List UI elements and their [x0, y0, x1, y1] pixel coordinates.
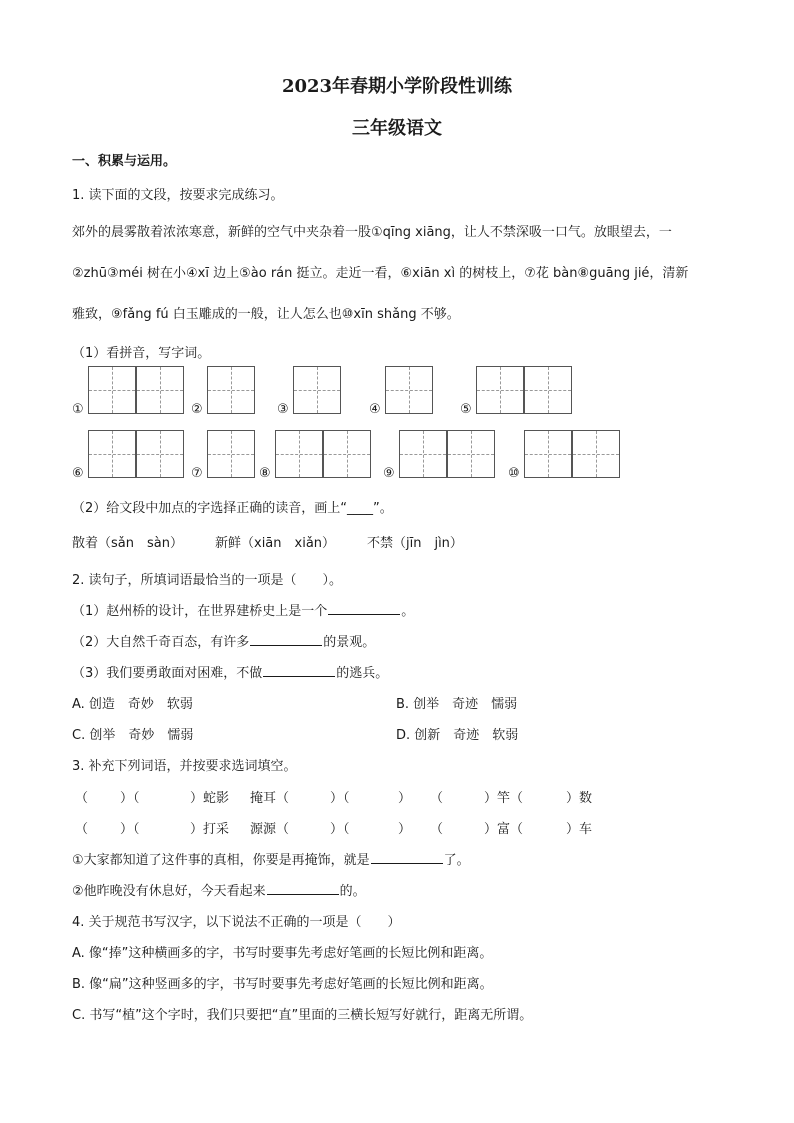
pronunciation-choice[interactable]: 新鲜（xiān xiǎn） — [215, 536, 336, 551]
item-number: ⑤ — [460, 402, 472, 417]
writing-box[interactable] — [207, 430, 255, 478]
answer-blank[interactable] — [267, 882, 339, 895]
sentence-text: 了。 — [443, 853, 470, 868]
question-1-part-2: （2）给文段中加点的字选择正确的读音，画上“____”。 — [72, 501, 393, 516]
idiom-part: （ — [430, 791, 444, 806]
idiom-part: ）（ — [330, 791, 350, 806]
option-d[interactable]: D. 创新 奇迹 软弱 — [396, 728, 519, 743]
sentence — [72, 662, 388, 681]
idiom-part: ）车 — [566, 822, 593, 837]
item-number: ② — [191, 402, 203, 417]
answer-blank[interactable] — [263, 664, 335, 677]
sentence — [72, 600, 414, 619]
sentence — [72, 880, 366, 899]
question-3-stem: 3. 补充下列词语，并按要求选词填空。 — [72, 759, 297, 774]
sentence-text: （3）我们要勇敢面对困难，不做 — [72, 666, 263, 681]
item-number: ⑥ — [72, 466, 84, 481]
question-4-stem: 4. 关于规范书写汉字，以下说法不正确的一项是（ ） — [72, 915, 401, 930]
item-number: ⑩ — [508, 466, 520, 481]
idiom-part: 掩耳（ — [250, 791, 290, 806]
answer-blank[interactable] — [371, 851, 443, 864]
writing-box[interactable] — [572, 430, 620, 478]
idiom-part: ） — [398, 791, 412, 806]
writing-box[interactable] — [275, 430, 323, 478]
writing-box[interactable] — [136, 366, 184, 414]
idiom-part: ）数 — [566, 791, 593, 806]
sentence-text: （1）赵州桥的设计，在世界建桥史上是一个 — [72, 604, 328, 619]
page-title: 2023年春期小学阶段性训练 — [281, 76, 513, 97]
writing-box[interactable] — [293, 366, 341, 414]
idiom-part: （ — [430, 822, 444, 837]
idiom-part: ）打采 — [190, 822, 230, 837]
option-b[interactable]: B. 创举 奇迹 懦弱 — [396, 697, 518, 712]
sentence — [72, 849, 470, 868]
writing-box[interactable] — [447, 430, 495, 478]
sentence — [72, 631, 375, 650]
option-c[interactable]: C. 创举 奇妙 懦弱 — [72, 728, 194, 743]
writing-box[interactable] — [524, 366, 572, 414]
idiom-part: ）（ — [330, 822, 350, 837]
idiom-part: 源源（ — [250, 822, 290, 837]
section-heading: 一、积累与运用。 — [72, 154, 177, 169]
sentence-text: 的景观。 — [323, 635, 376, 650]
item-number: ① — [72, 402, 84, 417]
writing-box[interactable] — [524, 430, 572, 478]
idiom-part: （ — [75, 791, 89, 806]
answer-blank[interactable] — [250, 633, 322, 646]
idiom-part: （ — [75, 822, 89, 837]
sentence-text: （2）大自然千奇百态，有许多 — [72, 635, 250, 650]
idiom-part: ）蛇影 — [190, 791, 230, 806]
pronunciation-choice[interactable]: 不禁（jīn jìn） — [367, 536, 463, 551]
passage-line: 雅致，⑨fǎng fú 白玉雕成的一般，让人怎么也⑩xīn shǎng 不够。 — [72, 307, 460, 322]
question-2-stem: 2. 读句子，所填词语最恰当的一项是（ ）。 — [72, 573, 343, 588]
idiom-part: ）（ — [120, 791, 140, 806]
sentence-text: 。 — [401, 604, 415, 619]
passage-line: 郊外的晨雾散着浓浓寒意，新鲜的空气中夹杂着一股①qīng xiāng，让人不禁深吸一口气。放眼望去，一 — [72, 225, 672, 240]
writing-box[interactable] — [88, 430, 136, 478]
idiom-part: ）（ — [120, 822, 140, 837]
writing-box[interactable] — [385, 366, 433, 414]
sentence-text: ②他昨晚没有休息好，今天看起来 — [72, 884, 266, 899]
sentence-text: 的。 — [339, 884, 366, 899]
writing-box[interactable] — [136, 430, 184, 478]
question-1-part-1: （1）看拼音，写字词。 — [72, 346, 211, 361]
writing-box[interactable] — [476, 366, 524, 414]
idiom-part: ） — [398, 822, 412, 837]
page-subtitle: 三年级语文 — [352, 118, 442, 139]
passage-line: ②zhū③méi 树在小④xī 边上⑤ào rán 挺立。走近一看，⑥xiān xì 的树枝上，⑦花 bàn⑧guāng jié，清新 — [72, 266, 689, 281]
option-a[interactable]: A. 像“捧”这种横画多的字，书写时要事先考虑好笔画的长短比例和距离。 — [72, 946, 493, 961]
sentence-text: ①大家都知道了这件事的真相，你要是再掩饰，就是 — [72, 853, 370, 868]
writing-box[interactable] — [207, 366, 255, 414]
idiom-part: ）竿（ — [484, 791, 524, 806]
pronunciation-choice[interactable]: 散着（sǎn sàn） — [72, 536, 183, 551]
question-1-stem: 1. 读下面的文段，按要求完成练习。 — [72, 188, 284, 203]
option-b[interactable]: B. 像“扁”这种竖画多的字，书写时要事先考虑好笔画的长短比例和距离。 — [72, 977, 493, 992]
answer-blank[interactable] — [328, 602, 400, 615]
writing-box[interactable] — [88, 366, 136, 414]
item-number: ⑨ — [383, 466, 395, 481]
sentence-text: 的逃兵。 — [336, 666, 389, 681]
item-number: ⑧ — [259, 466, 271, 481]
option-a[interactable]: A. 创造 奇妙 软弱 — [72, 697, 193, 712]
writing-box[interactable] — [399, 430, 447, 478]
idiom-part: ）富（ — [484, 822, 524, 837]
writing-box[interactable] — [323, 430, 371, 478]
item-number: ④ — [369, 402, 381, 417]
item-number: ⑦ — [191, 466, 203, 481]
option-c[interactable]: C. 书写“植”这个字时，我们只要把“直”里面的三横长短写好就行，距离无所谓。 — [72, 1008, 533, 1023]
item-number: ③ — [277, 402, 289, 417]
